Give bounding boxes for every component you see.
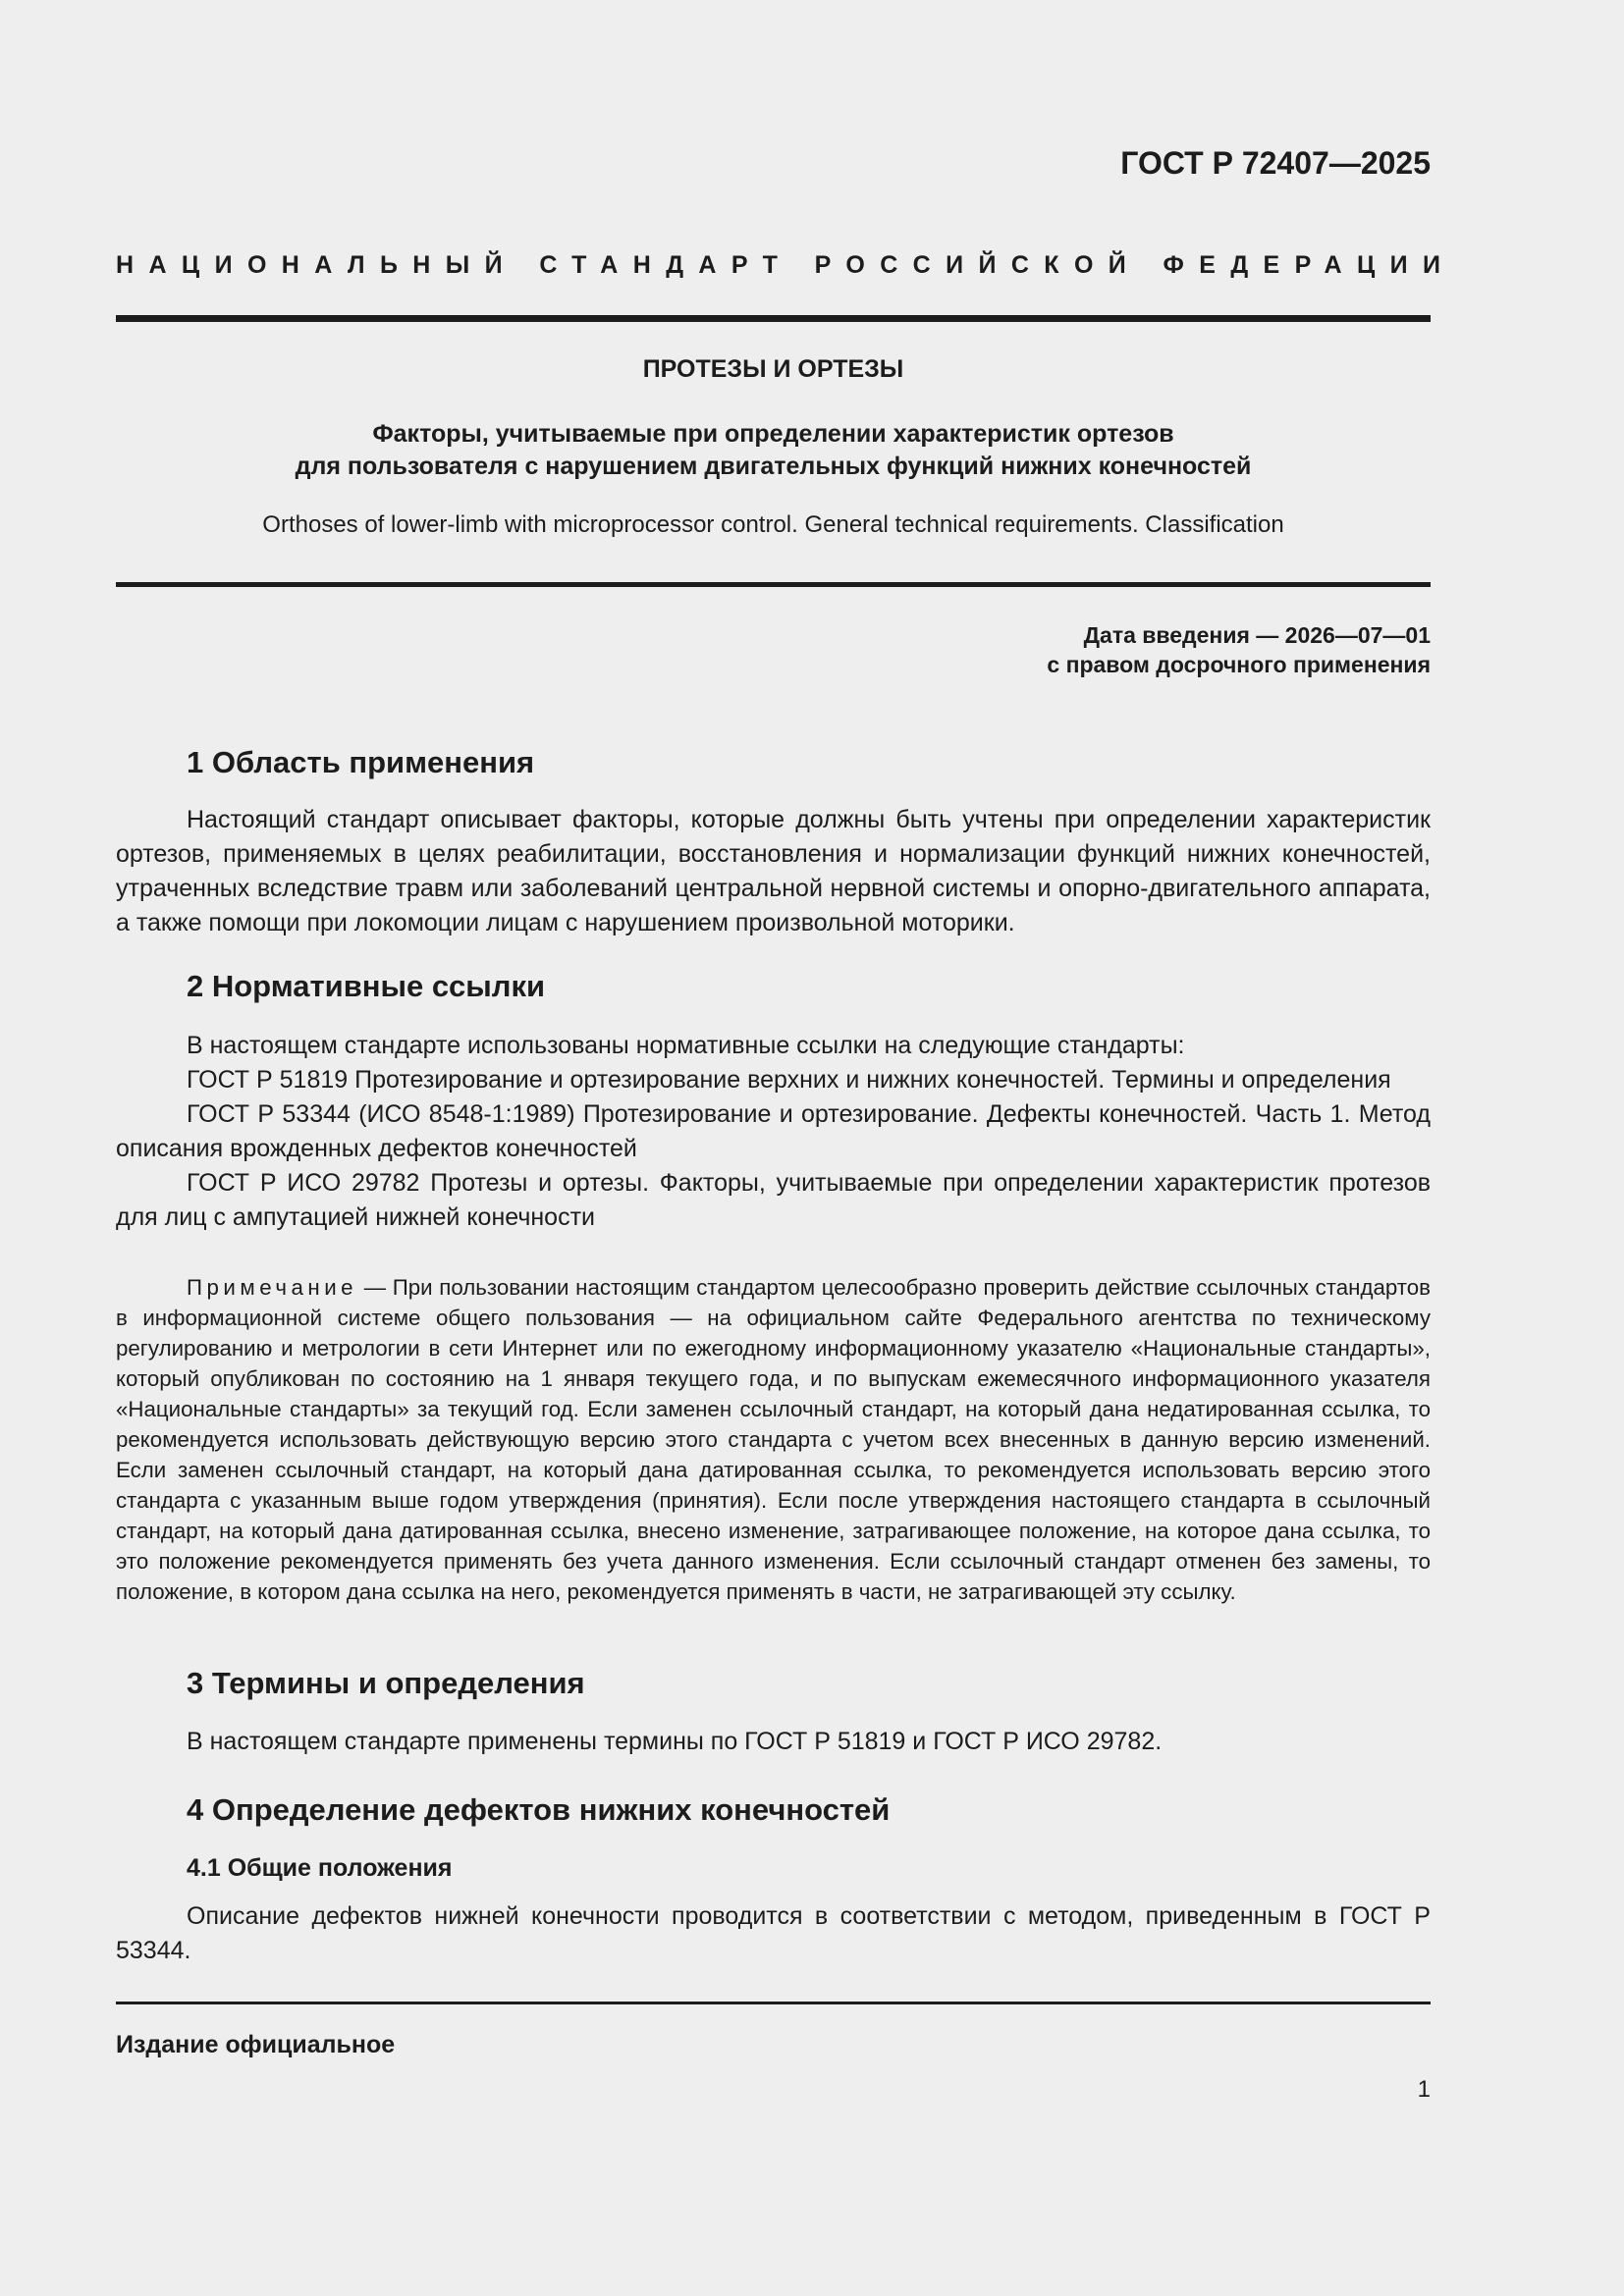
section-2-note xyxy=(116,1272,1431,1607)
document-number: ГОСТ Р 72407—2025 xyxy=(1120,145,1431,181)
section-2-heading: 2 Нормативные ссылки xyxy=(187,969,546,1003)
reference-gost-53344: ГОСТ Р 53344 (ИСО 8548-1:1989) Протезирование и ортезирование. Дефекты конечностей. Часть 1. Метод описания врожденных дефектов конечностей xyxy=(116,1100,1431,1162)
section-1-body xyxy=(116,803,1431,940)
official-edition-label: Издание официальное xyxy=(116,2031,396,2058)
early-application: с правом досрочного применения xyxy=(1047,652,1431,677)
title-english: Orthoses of lower-limb with microprocessor control. General technical requirements. Classification xyxy=(262,511,1284,538)
reference-gost-iso-29782: ГОСТ Р ИСО 29782 Протезы и ортезы. Факторы, учитываемые при определении характеристик протезов для лиц с ампутацией нижней конечности xyxy=(116,1169,1431,1231)
section-4-1-heading: 4.1 Общие положения xyxy=(187,1854,453,1882)
section-4-1-paragraph: Описание дефектов нижней конечности проводится в соответствии с методом, приведенным в ГОСТ Р 53344. xyxy=(116,1902,1431,1964)
section-3-paragraph: В настоящем стандарте применены термины по ГОСТ Р 51819 и ГОСТ Р ИСО 29782. xyxy=(187,1728,1163,1755)
document-page xyxy=(116,0,1456,2296)
note-text: — При пользовании настоящим стандартом целесообразно проверить действие ссылочных стандартов в информационной системе общего пользования — на официальном сайте Федерального агентства по техническому регулированию и метрологии в сети Интернет или по ежегодному информационному указателю «Национальные стандарты», который опубликован по состоянию на 1 января текущего года, и по выпускам ежемесячного информационного указателя «Национальные стандарты» за текущий год. Если заменен ссылочный стандарт, на который дана недатированная ссылка, то рекомендуется использовать действующую версию этого стандарта с учетом всех внесенных в данную версию изменений. Если заменен ссылочный стандарт, на который дана датированная ссылка, то рекомендуется использовать версию этого стандарта с указанным выше годом утверждения (принятия). Если после утверждения настоящего стандарта в ссылочный стандарт, на который дана датированная ссылка, внесено изменение, затрагивающее положение, на которое дана ссылка, то это положение рекомендуется применять без учета данного изменения. Если ссылочный стандарт отменен без замены, то положение, в котором дана ссылка на него, рекомендуется применять в части, не затрагивающей эту ссылку. xyxy=(116,1275,1431,1604)
section-1-paragraph: Настоящий стандарт описывает факторы, которые должны быть учтены при определении характеристик ортезов, применяемых в целях реабилитации, восстановления и нормализации функций нижних конечностей, утраченных вследствие травм или заболеваний центральной нервной системы и опорно-двигательного аппарата, а также помощи при локомоции лицам с нарушением произвольной моторики. xyxy=(116,806,1431,936)
section-3-heading: 3 Термины и определения xyxy=(187,1666,585,1700)
page-number: 1 xyxy=(1417,2076,1431,2103)
note-paragraph xyxy=(116,1272,1431,1607)
introduction-date-block xyxy=(116,620,1431,679)
header-rule-top xyxy=(116,315,1431,322)
national-standard-banner: НАЦИОНАЛЬНЫЙ СТАНДАРТ РОССИЙСКОЙ ФЕДЕРАЦИИ xyxy=(116,251,1456,279)
introduction-date: Дата введения — 2026—07—01 xyxy=(1083,622,1431,648)
title-subtitle-line2: для пользователя с нарушением двигательных функций нижних конечностей xyxy=(295,453,1252,480)
section-2-intro: В настоящем стандарте использованы нормативные ссылки на следующие стандарты: xyxy=(187,1032,1185,1059)
title-main: ПРОТЕЗЫ И ОРТЕЗЫ xyxy=(642,355,904,383)
section-4-heading: 4 Определение дефектов нижних конечностей xyxy=(187,1792,891,1827)
note-label: Примечание xyxy=(187,1275,358,1300)
section-3-body xyxy=(116,1725,1431,1759)
section-4-1-body xyxy=(116,1899,1431,1968)
reference-gost-51819: ГОСТ Р 51819 Протезирование и ортезирование верхних и нижних конечностей. Термины и определения xyxy=(187,1066,1391,1094)
header-rule-bottom xyxy=(116,582,1431,587)
title-subtitle xyxy=(116,418,1431,483)
section-2-body xyxy=(116,1029,1431,1235)
section-1-heading: 1 Область применения xyxy=(187,745,535,779)
footer-rule xyxy=(116,2002,1431,2004)
title-subtitle-line1: Факторы, учитываемые при определении характеристик ортезов xyxy=(372,420,1174,448)
